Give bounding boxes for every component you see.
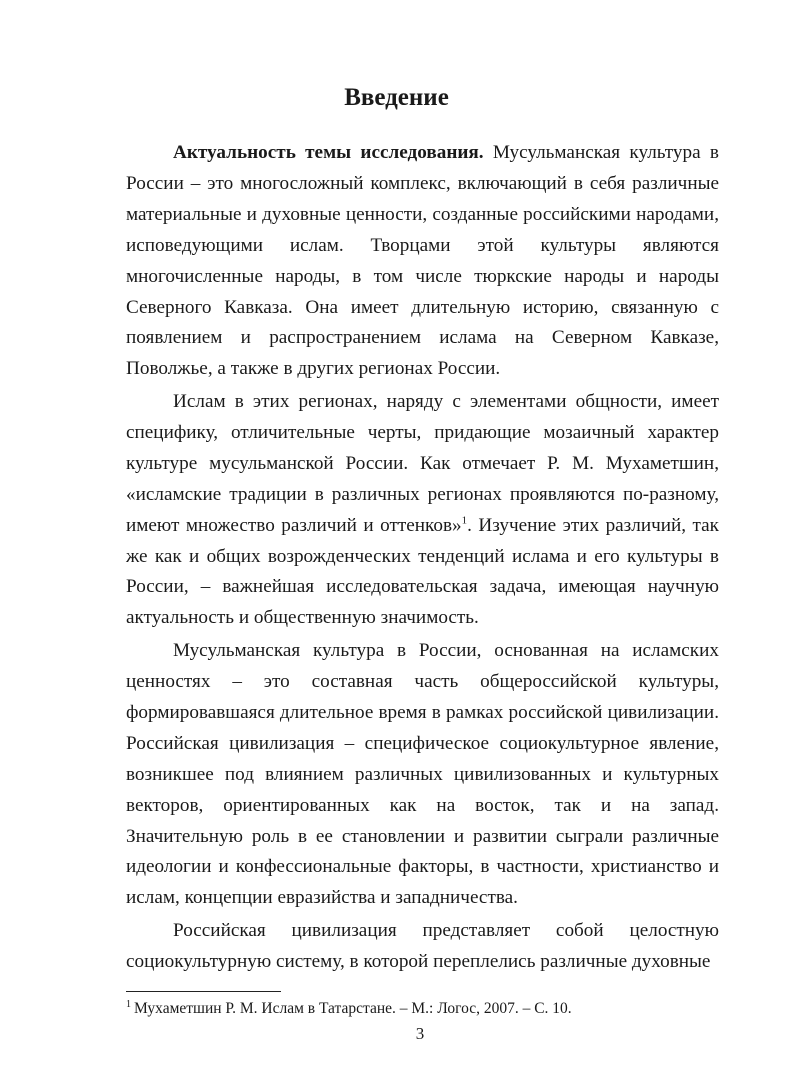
paragraph-2-text-before: Ислам в этих регионах, наряду с элементами общности, имеет специфику, отличительные черты, придающие мозаичный характер культуре мусульманской России. Как отмечает Р. М. Мухаметшин, «исламские традиции в различных регионах проявляются по-разному, имеют множество различий и оттенков» (126, 391, 719, 536)
paragraph-3-text: Мусульманская культура в России, основанная на исламских ценностях – это составная часть общероссийской культуры, формировавшаяся длительное время в рамках российской цивилизации. Российская цивилизация – специфическое социокультурное явление, возникшее под влиянием различных цивилизованных и культурных векторов, ориентированных как на восток, так и на запад. Значительную роль в ее становлении и развитии сыграли различные идеологии и конфессиональные факторы, в частности, христианство и ислам, концепции евразийства и западничества. (126, 640, 719, 909)
page-heading: Введение (344, 84, 449, 111)
paragraph-1-text: Мусульманская культура в России – это многосложный комплекс, включающий в себя различные материальные и духовные ценности, созданные российскими народами, исповедующими ислам. Творцами этой культуры являются многочисленные народы, в том числе тюркские народы и народы Северного Кавказа. Она имеет длительную историю, связанную с появлением и распространением ислама на Северном Кавказе, Поволжье, а также в других регионах России. (126, 142, 719, 380)
footnote-number: 1 (126, 998, 131, 1010)
document-body (126, 138, 719, 980)
paragraph-2 (126, 387, 719, 634)
footnote-reference: 1 (461, 514, 468, 527)
footnote (126, 1000, 719, 1018)
paragraph-3 (126, 636, 719, 914)
paragraph-4 (126, 916, 719, 978)
paragraph-2-text-after: . Изучение этих различий, так же как и общих возрожденческих тенденций ислама и его культуры в России, – важнейшая исследовательская задача, имеющая научную актуальность и общественную значимость. (126, 514, 719, 629)
paragraph-1-lead: Актуальность темы исследования. (173, 142, 484, 163)
footnote-divider (126, 991, 281, 992)
paragraph-1 (126, 138, 719, 385)
paragraph-4-text: Российская цивилизация представляет собой целостную социокультурную систему, в которой переплелись различные духовные (126, 920, 719, 972)
footnote-text: Мухаметшин Р. М. Ислам в Татарстане. – М.: Логос, 2007. – С. 10. (134, 1000, 572, 1017)
page-number: 3 (415, 1024, 425, 1043)
